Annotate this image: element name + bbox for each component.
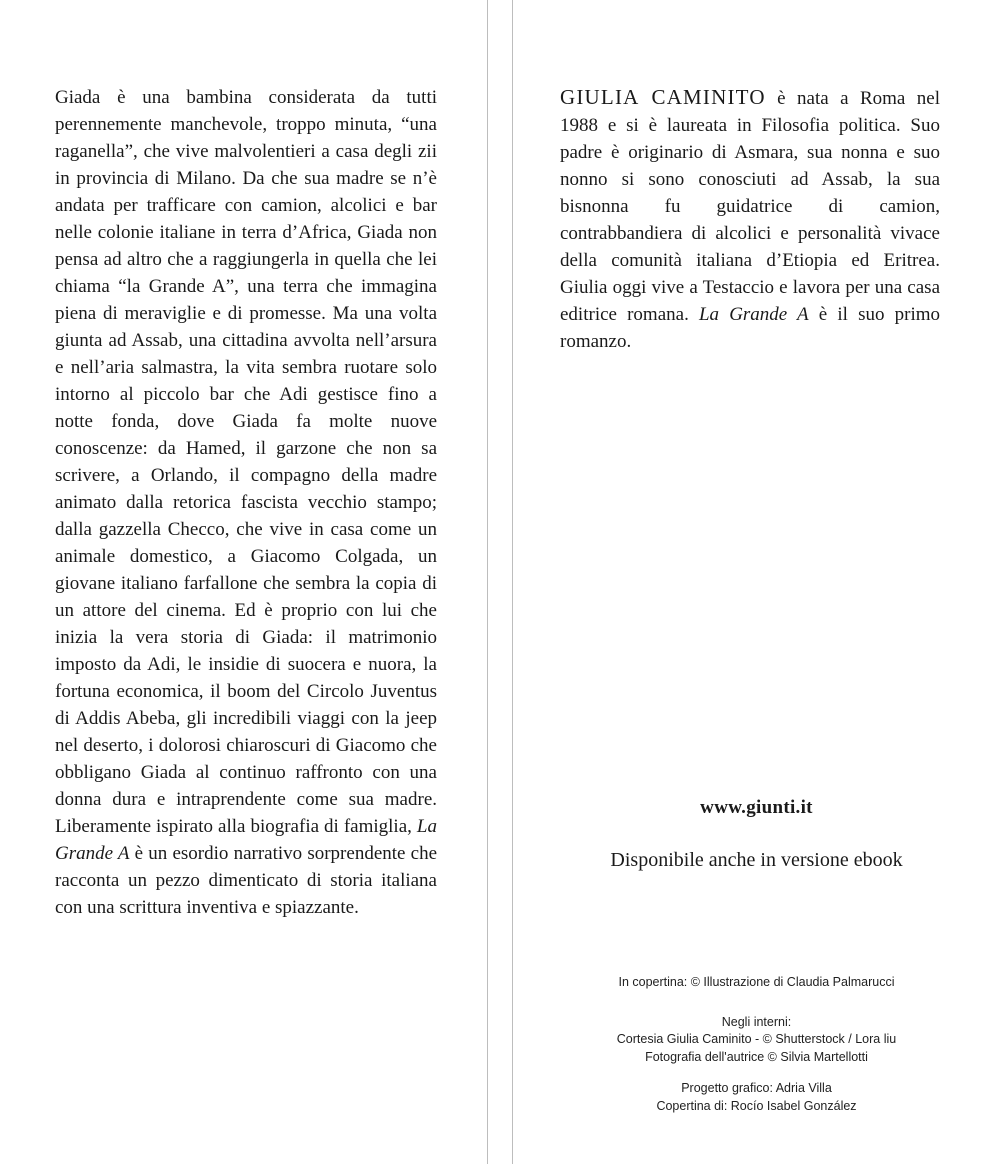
bio-text-end: è il suo primo romanzo. xyxy=(560,304,940,352)
synopsis-text-end: è un esordio narrativo sorprendente che racconta un pezzo dimenticato di storia italiana con una scrittura inventiva e spiazzante. xyxy=(55,843,438,918)
credit-graphic-design: Progetto grafico: Adria Villa xyxy=(681,1081,832,1095)
bio-text-start: è nata a Roma nel 1988 e si è laureata in Filosofia politica. Suo padre è originario di Asmara, sua nonna e suo nonno si sono conosciuti ad Assab, la sua bisnonna fu guidatrice di camion, contrabbandiera di alcolici e personalità vivace della comunità italiana d’Etiopia ed Eritrea. Giulia oggi vive a Testaccio e lavora per una casa editrice romana. xyxy=(560,88,940,325)
synopsis-text-start: Giada è una bambina considerata da tutti perennemente manchevole, troppo minuta, “una raganella”, che vive malvolentieri a casa degli zii in provincia di Milano. Da che sua madre se n’è andata per trafficare con camion, alcolici e bar nelle colonie italiane in terra d’Africa, Giada non pensa ad altro che a raggiungerla in quella che lei chiama “la Grande A”, una terra che immagina piena di meraviglie e di promesse. Ma una volta giunta ad Assab, una cittadina avvolta nell’arsura e nell’aria salmastra, la vita sembra ruotare solo intorno al piccolo bar che Adi gestisce fino a notte fonda, dove Giada fa molte nuove conoscenze: da Hamed, il garzone che non sa scrivere, a Orlando, il compagno della madre animato dalla retorica fascista vecchio stampo; dalla gazzella Checco, che vive in casa come un animale domestico, a Giacomo Colgada, un giovane italiano farfallone che sembra la copia di un attore del cinema. Ed è proprio con lui che inizia la vera storia di Giada: il matrimonio imposto da Adi, le insidie di suocera e nuora, la fortuna economica, il boom del Circolo Juventus di Addis Abeba, gli incredibili viaggi con la jeep nel deserto, i dolorosi chiaroscuri di Giacomo che obbligano Giada al continuo raffronto con una donna dura e intraprendente come sua madre. Liberamente ispirato alla biografia di famiglia, xyxy=(55,87,437,837)
credit-interior-label: Negli interni: xyxy=(721,1014,792,1029)
book-title-italic: La Grande A xyxy=(698,304,809,325)
author-bio xyxy=(560,84,940,355)
left-flap-page xyxy=(0,0,488,1164)
credits-block xyxy=(513,974,1000,1115)
credit-cover-by: Copertina di: Rocío Isabel González xyxy=(656,1098,857,1113)
right-flap-page xyxy=(512,0,1000,1164)
book-title-italic: La Grande A xyxy=(55,816,437,864)
credit-interior-line2: Fotografia dell'autrice © Silvia Martellotti xyxy=(645,1049,868,1064)
author-name: GIULIA CAMINITO xyxy=(560,85,766,109)
book-synopsis xyxy=(55,84,437,921)
ebook-availability-note: Disponibile anche in versione ebook xyxy=(610,849,903,871)
credit-cover-illustration: In copertina: © Illustrazione di Claudia Palmarucci xyxy=(618,975,895,989)
publisher-website-text: www.giunti.it xyxy=(700,797,813,818)
credit-interior-line1: Cortesia Giulia Caminito - © Shutterstock / Lora liu xyxy=(616,1032,897,1046)
